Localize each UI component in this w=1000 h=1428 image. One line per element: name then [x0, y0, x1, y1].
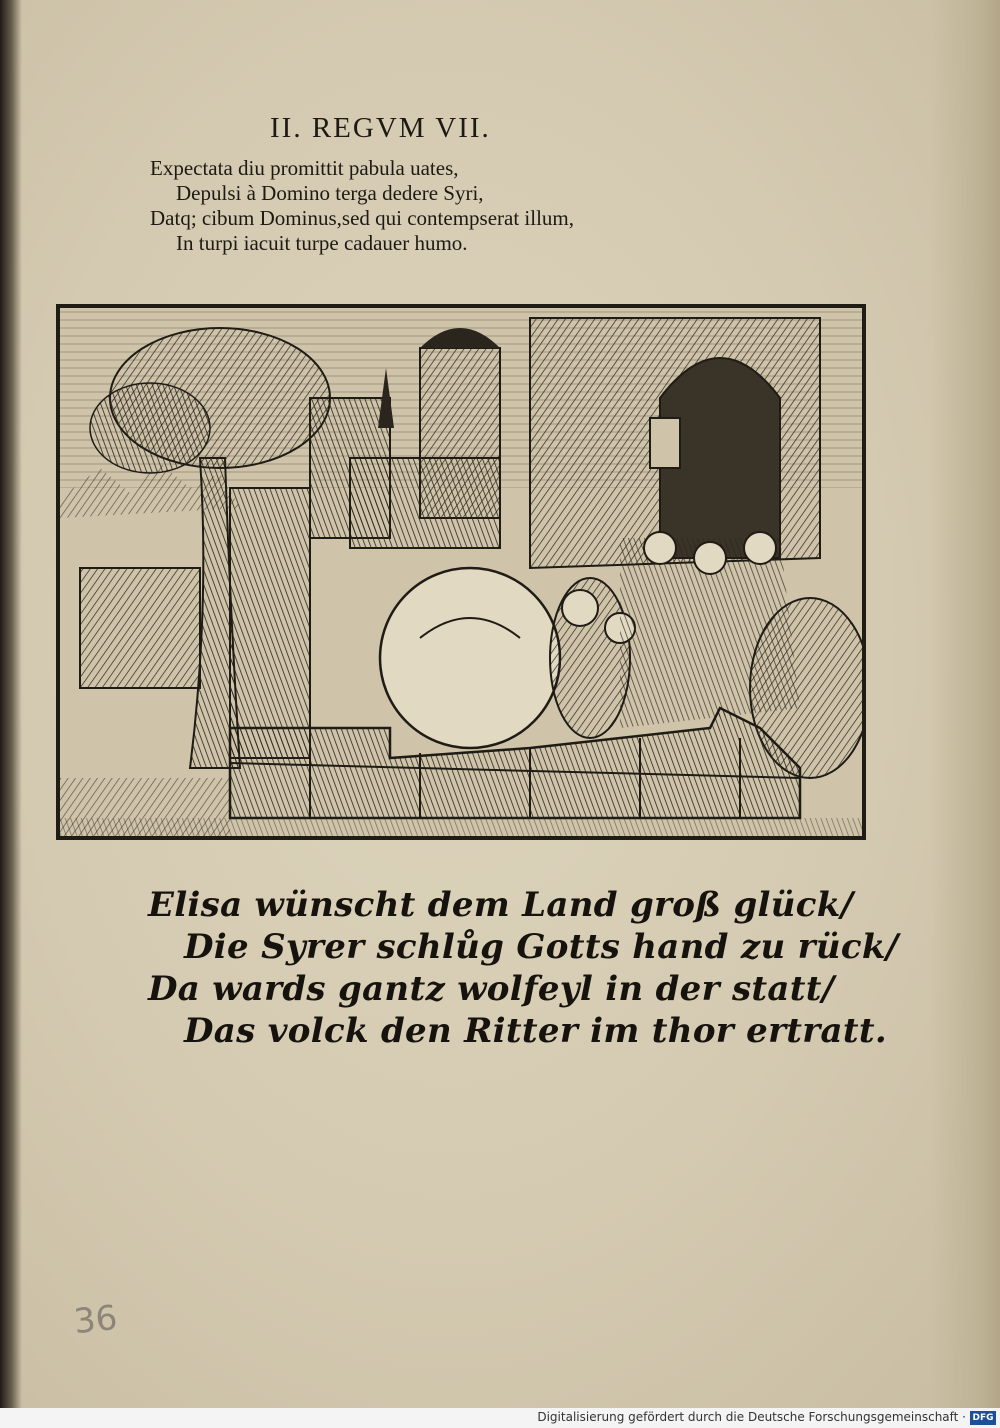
woodcut-illustration-icon [56, 304, 866, 840]
latin-line: In turpi iacuit turpe cadauer humo. [176, 231, 468, 255]
latin-line: Expectata diu promittit pabula uates, [150, 156, 459, 180]
german-line: Elisa wünscht dem Land groß glück/ [148, 885, 854, 925]
footer-bar [0, 1408, 1000, 1428]
pencil-page-number: 36 [72, 1297, 120, 1343]
german-line: Das volck den Ritter im thor ertratt. [184, 1011, 887, 1051]
german-verse [148, 884, 899, 1052]
woodcut-drawing [60, 308, 862, 836]
german-line: Da wards gantz wolfeyl in der statt/ [148, 969, 835, 1009]
page-edge [930, 0, 1000, 1408]
page-heading: II. REGVM VII. [270, 112, 491, 144]
latin-line: Depulsi à Domino terga dedere Syri, [176, 181, 484, 205]
latin-line: Datq; cibum Dominus,sed qui contempserat illum, [150, 206, 575, 230]
german-line: Die Syrer schlůg Gotts hand zu rück/ [184, 927, 899, 967]
dfg-logo-icon: DFG [970, 1411, 996, 1425]
latin-verse [150, 156, 710, 256]
footer-credit: Digitalisierung gefördert durch die Deutsche Forschungsgemeinschaft · [537, 1410, 966, 1424]
page-gutter-shadow [0, 0, 22, 1408]
